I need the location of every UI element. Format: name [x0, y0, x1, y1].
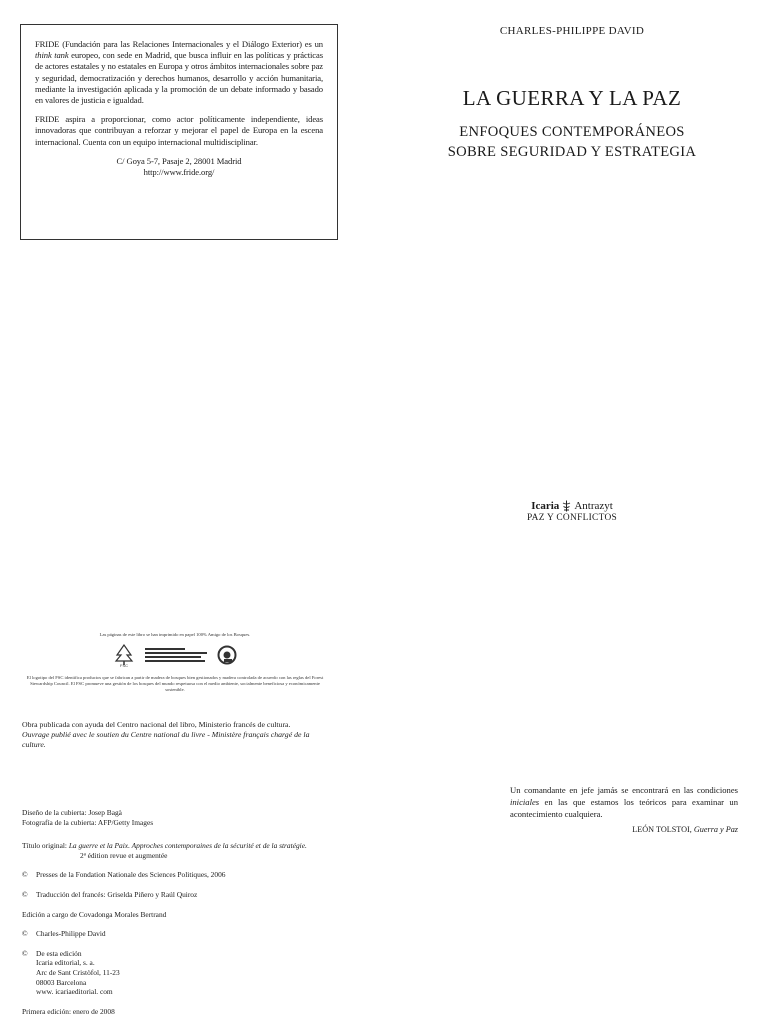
copyright-edition: © De esta edición Icaria editorial, s. a. Arc de Sant Cristòfol, 11-23 08003 Barcelona www. icariaeditorial. com — [22, 948, 120, 997]
fsc-explanation: El logotipo del FSC identifica productos que se fabrican a partir de madera de bosques bien gestionados y madera controlada de acuerdo con las reglas del Forest Stewardship Council. El FSC promueve una gestión de los bosques del mundo respetuosa con el medio ambiente, socialmente beneficiosa y económicamente sostenible. — [26, 675, 324, 692]
fride-url: http://www.fride.org/ — [143, 167, 215, 178]
publisher-antrazyt: Antrazyt — [574, 500, 613, 512]
publisher-name: Icaria editorial, s. a. — [36, 958, 95, 968]
publisher-street: Arc de Sant Cristòfol, 11-23 — [36, 967, 120, 977]
fsc-tree-icon — [113, 643, 135, 667]
copyright-author: © Charles-Philippe David — [22, 929, 106, 939]
support-spanish: Obra publicada con ayuda del Centro nacional del libro, Ministerio francés de cultura. — [22, 720, 291, 729]
publisher-icaria: Icaria — [531, 500, 560, 512]
book-subtitle: ENFOQUES CONTEMPORÁNEOS SOBRE SEGURIDAD Y ESTRATEGIA — [447, 124, 697, 160]
series-name: PAZ Y CONFLICTOS — [526, 513, 618, 523]
support-french: Ouvrage publié avec le soutien du Centre national du livre - Ministère français chargé de la culture. — [22, 730, 310, 749]
fsc-fine-print — [145, 648, 207, 662]
editor-credit: Edición a cargo de Covadonga Morales Bertrand — [22, 909, 167, 919]
fride-info-box — [20, 24, 338, 240]
fsc-logos — [20, 643, 330, 667]
epigraph-source: LEÓN TOLSTOI, Guerra y Paz — [632, 825, 738, 834]
credits-block — [22, 808, 332, 1016]
fride-description: FRIDE (Fundación para las Relaciones Internacionales y el Diálogo Exterior) es un think tank europeo, con sede en Madrid, que busca influir en las políticas y prácticas de actores estatales y no estatales en Europa y otros ámbitos internacionales sobre paz y seguridad, democratización y derechos humanos, desarrollo y acción humanitaria, mediante la investigación aplicada y la promoción de un debate informado y basado en valores de justicia e igualdad. — [35, 39, 323, 106]
publisher-web: www. icariaeditorial. com — [36, 987, 113, 997]
publisher-imprint — [440, 500, 704, 523]
book-author: CHARLES-PHILIPPE DAVID — [499, 25, 645, 37]
cover-design-credit: Diseño de la cubierta: Josep Bagà — [22, 808, 122, 817]
certification-seal-icon — [217, 645, 237, 665]
think-tank-term: think tank — [35, 50, 69, 61]
copyright-presses: © Presses de la Fondation Nationale des Sciences Politiques, 2006 — [22, 870, 226, 880]
fsc-logo-label: FSC — [120, 663, 128, 667]
fride-address: C/ Goya 5-7, Pasaje 2, 28001 Madrid — [116, 155, 242, 166]
publisher-city: 08003 Barcelona — [36, 977, 87, 987]
epigraph — [510, 784, 738, 836]
edition-note: 2ª édition revue et augmentée — [80, 850, 168, 860]
copyright-translation: © Traducción del francés: Griselda Piñero y Raúl Quiroz — [22, 889, 198, 899]
fsc-certification — [20, 632, 330, 693]
first-edition-date: Primera edición: enero de 2008 — [22, 1006, 115, 1016]
original-title: Título original: La guerre et la Paix. Approches contemporaines de la sécurité et de la stratégie. — [22, 841, 307, 851]
fsc-paper-note: Las páginas de este libro se han imprimido en papel 100% Amigo de los Bosques. — [99, 632, 251, 637]
book-title: LA GUERRA Y LA PAZ — [462, 86, 682, 110]
antrazyt-emblem-icon — [562, 500, 571, 512]
cover-photo-credit: Fotografía de la cubierta: AFP/Getty Images — [22, 817, 154, 827]
publication-support — [22, 720, 322, 750]
epigraph-quote: Un comandante en jefe jamás se encontrará en las condiciones iniciales en las que estamos los teóricos para examinar un acontecimiento cualquiera. — [510, 785, 738, 819]
fride-mission: FRIDE aspira a proporcionar, como actor políticamente independiente, ideas innovadoras que contribuyan a reforzar y mejorar el papel de Europa en la escena internacional. Cuenta con un equipo internacional multidisciplinar. — [35, 114, 323, 147]
